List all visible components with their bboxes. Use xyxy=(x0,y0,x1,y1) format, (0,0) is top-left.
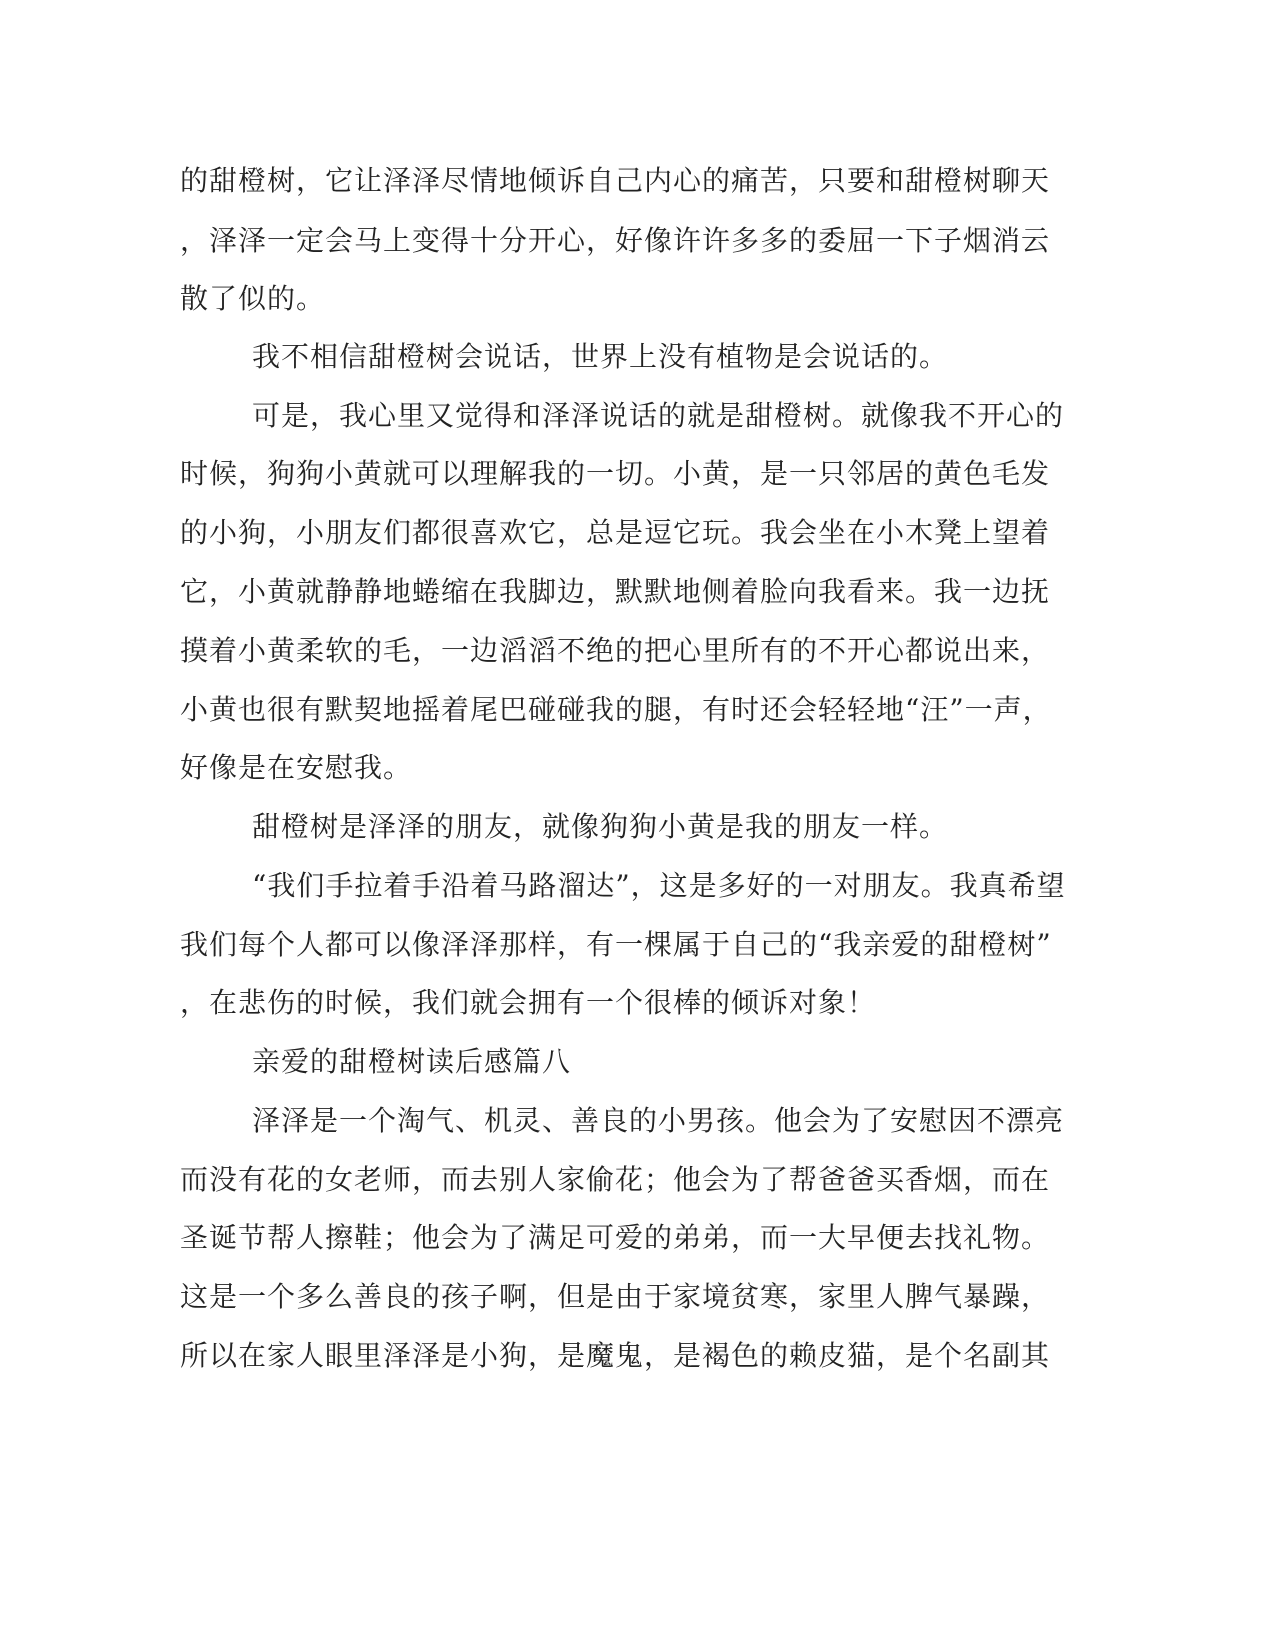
text-line: 的甜橙树，它让泽泽尽情地倾诉自己内心的痛苦，只要和甜橙树聊天 xyxy=(180,164,1051,197)
paragraph-first-line: “我们手拉着手沿着马路溜达”，这是多好的一对朋友。我真希望 xyxy=(252,869,1066,902)
text-line: 这是一个多么善良的孩子啊，但是由于家境贫寒，家里人脾气暴躁， xyxy=(180,1280,1051,1313)
text-line: 所以在家人眼里泽泽是小狗，是魔鬼，是褐色的赖皮猫，是个名副其 xyxy=(180,1339,1051,1372)
text-line: 圣诞节帮人擦鞋；他会为了满足可爱的弟弟，而一大早便去找礼物。 xyxy=(180,1221,1051,1254)
paragraph-first-line: 我不相信甜橙树会说话，世界上没有植物是会说话的。 xyxy=(252,340,949,373)
paragraph-first-line: 可是，我心里又觉得和泽泽说话的就是甜橙树。就像我不开心的 xyxy=(252,399,1065,432)
text-line: 的小狗，小朋友们都很喜欢它，总是逗它玩。我会坐在小木凳上望着 xyxy=(180,516,1051,549)
text-line: ，在悲伤的时候，我们就会拥有一个很棒的倾诉对象！ xyxy=(180,986,877,1019)
text-line: 散了似的。 xyxy=(180,282,326,315)
section-heading: 亲爱的甜橙树读后感篇八 xyxy=(252,1045,572,1078)
text-line: 它，小黄就静静地蜷缩在我脚边，默默地侧着脸向我看来。我一边抚 xyxy=(180,575,1051,608)
paragraph-first-line: 甜橙树是泽泽的朋友，就像狗狗小黄是我的朋友一样。 xyxy=(252,810,949,843)
text-line: 时候，狗狗小黄就可以理解我的一切。小黄，是一只邻居的黄色毛发 xyxy=(180,457,1051,490)
text-line: 而没有花的女老师，而去别人家偷花；他会为了帮爸爸买香烟，而在 xyxy=(180,1163,1051,1196)
text-line: 小黄也很有默契地摇着尾巴碰碰我的腿，有时还会轻轻地“汪”一声， xyxy=(180,693,1052,726)
paragraph-first-line: 泽泽是一个淘气、机灵、善良的小男孩。他会为了安慰因不漂亮 xyxy=(252,1104,1065,1137)
text-line: 摸着小黄柔软的毛，一边滔滔不绝的把心里所有的不开心都说出来， xyxy=(180,634,1051,667)
text-line: 我们每个人都可以像泽泽那样，有一棵属于自己的“我亲爱的甜橙树” xyxy=(180,928,1052,961)
text-line: 好像是在安慰我。 xyxy=(180,751,413,784)
text-line: ，泽泽一定会马上变得十分开心，好像许许多多的委屈一下子烟消云 xyxy=(180,224,1051,257)
